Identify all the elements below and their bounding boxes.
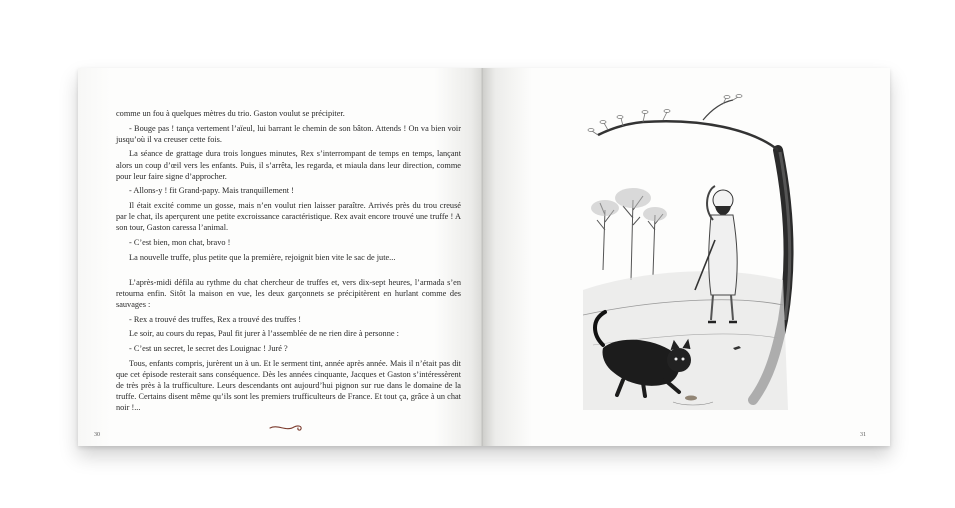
right-page — [483, 68, 890, 446]
paragraph: La nouvelle truffe, plus petite que la première, rejoignit bien vite le sac de jute... — [129, 252, 396, 262]
page-number-left: 30 — [94, 432, 100, 438]
story-text — [116, 108, 461, 417]
page-number-right: 31 — [860, 432, 866, 438]
left-page — [78, 68, 483, 446]
paragraph: comme un fou à quelques mètres du trio. Gaston voulut se précipiter. — [116, 109, 345, 118]
paragraph: Tous, enfants compris, jurèrent un à un. Et le serment tint, année après année. Mais il n’était pas dit que cet épisode resterait sans conséquence. Dès les années cinquante, Jacques et Gaston s’intéressèrent de très près à la trufficulture. Leurs descendants ont aujourd’hui pignon sur rue dans le domaine de la truffe. Certains disent même qu’ils sont les premiers trufficulteurs de France. Et tout ça, grâce à un chat noir !... — [116, 358, 461, 412]
paragraph: - Bouge pas ! tança vertement l’aïeul, lui barrant le chemin de son bâton. Attends ! On va bien voir jusqu’où il va creuser cette fois. — [116, 123, 461, 144]
paragraph: L’après-midi défila au rythme du chat chercheur de truffes et, vers dix-sept heures, l’armada s’en retourna enfin. Sitôt la maison en vue, les deux garçonnets se précipitèrent en hurlant comme des sauvages : — [116, 277, 461, 309]
paragraph: - Rex a trouvé des truffes, Rex a trouvé des truffes ! — [129, 314, 302, 324]
ink-illustration-man-and-cat — [583, 90, 823, 420]
paragraph: La séance de grattage dura trois longues minutes, Rex s’interrompant de temps en temps, lançant alors un coup d’œil vers les enfants. Puis, il s’arrêta, les regarda, et miaula dans leur direction, comme pour leur faire signe d’approcher. — [116, 149, 461, 181]
paragraph: Il était excité comme un gosse, mais n’en voulut rien laisser paraître. Arrivés près du trou creusé par le chat, ils aperçurent une petite excroissance caractéristique. Rex avait encore trouvé une truffe ! A son tour, Gaston caressa l’animal. — [116, 201, 461, 233]
end-flourish-ornament — [268, 422, 308, 434]
paragraph: Le soir, au cours du repas, Paul fit jurer à l’assemblée de ne rien dire à personne : — [129, 329, 399, 339]
paragraph: - C’est un secret, le secret des Louignac ! Juré ? — [129, 343, 288, 353]
open-book-spread — [78, 68, 890, 446]
paragraph: - Allons-y ! fit Grand-papy. Mais tranquillement ! — [129, 186, 294, 196]
paragraph: - C’est bien, mon chat, bravo ! — [129, 237, 231, 247]
